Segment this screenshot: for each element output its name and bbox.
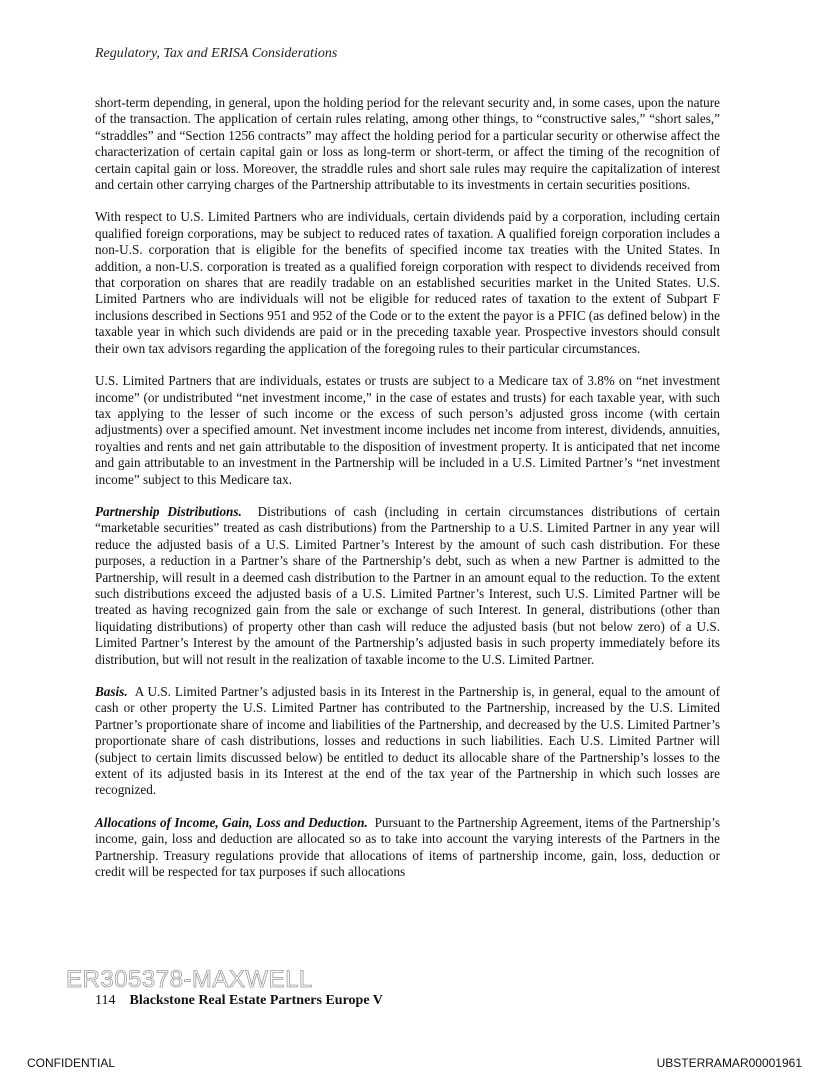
paragraph-basis bbox=[95, 684, 720, 799]
footer-document-title: Blackstone Real Estate Partners Europe V bbox=[129, 993, 383, 1008]
page-number: 114 bbox=[95, 993, 116, 1008]
section-heading-basis: Basis. bbox=[95, 684, 128, 699]
paragraph-text: A U.S. Limited Partner’s adjusted basis in its Interest in the Partnership is, in general, equal to the amount of cash or other property the U.S. Limited Partner has contributed to the Partnership, increased by the U.S. Limited Partner’s proportionate share of income and liabilities of the Partnership, and decreased by the U.S. Limited Partner’s proportionate share of cash distributions, losses and reductions in such liabilities. Each U.S. Limited Partner will (subject to certain limits discussed below) be entitled to deduct its allocable share of the Partnership’s losses to the extent of its adjusted basis in its Interest at the end of the tax year of the Partnership in which such losses are recognized. bbox=[95, 684, 720, 798]
paragraph-text: Distributions of cash (including in certain circumstances distributions of certain “marketable securities” treated as cash distributions) from the Partnership to a U.S. Limited Partner in any year will reduce the adjusted basis of a U.S. Limited Partner’s Interest by the amount of such cash distribution. For these purposes, a reduction in a Partner’s share of the Partnership’s debt, such as when a new Partner is admitted to the Partnership, will result in a deemed cash distribution to the Partner in an amount equal to the reduction. To the extent such distributions exceed the adjusted basis of a U.S. Limited Partner’s Interest, such U.S. Limited Partner will be treated as having recognized gain from the sale or exchange of such Interest. In general, distributions (other than liquidating distributions) of property other than cash will reduce the adjusted basis (but not below zero) of a U.S. Limited Partner’s Interest by the amount of the Partnership’s adjusted basis in such property immediately before its distribution, but will not result in the realization of taxable income to the U.S. Limited Partner. bbox=[95, 503, 721, 667]
section-heading-distributions: Partnership Distributions. bbox=[95, 503, 242, 519]
document-body bbox=[95, 95, 720, 880]
page-footer bbox=[95, 993, 383, 1009]
exhibit-watermark: ER305378-MAXWELL bbox=[66, 966, 313, 993]
running-header: Regulatory, Tax and ERISA Considerations bbox=[95, 46, 338, 61]
paragraph-allocations bbox=[95, 815, 720, 881]
bates-number: UBSTERRAMAR00001961 bbox=[656, 1056, 802, 1070]
paragraph-qualified-dividends: With respect to U.S. Limited Partners who are individuals, certain dividends paid by a corporation, including certain qualified foreign corporations, may be subject to reduced rates of taxation. A qualified foreign corporation includes a non-U.S. corporation that is eligible for the benefits of specified income tax treaties with the United States. In addition, a non-U.S. corporation is treated as a qualified foreign corporation with respect to dividends received from that corporation on shares that are readily tradable on an established securities market in the United States. U.S. Limited Partners who are individuals will not be eligible for reduced rates of taxation to the extent of Subpart F inclusions described in Sections 951 and 952 of the Code or to the extent the payor is a PFIC (as defined below) in the taxable year in which such dividends are paid or in the preceding taxable year. Prospective investors should consult their own tax advisors regarding the application of the foregoing rules to their particular circumstances. bbox=[95, 209, 720, 356]
paragraph-holding-period: short-term depending, in general, upon the holding period for the relevant security and, in some cases, upon the nature of the transaction. The application of certain rules relating, among other things, to “constructive sales,” “short sales,” “straddles” and “Section 1256 contracts” may affect the holding period for a particular security or otherwise affect the characterization of certain capital gain or loss as long-term or short-term, or affect the timing of the recognition of certain capital gain or loss. Moreover, the straddle rules and short sale rules may require the capitalization of interest and certain other carrying charges of the Partnership attributable to its investments in certain securities positions. bbox=[95, 95, 720, 193]
confidential-label: CONFIDENTIAL bbox=[27, 1056, 116, 1070]
paragraph-partnership-distributions bbox=[95, 504, 720, 668]
paragraph-medicare-tax: U.S. Limited Partners that are individuals, estates or trusts are subject to a Medicare tax of 3.8% on “net investment income” (or undistributed “net investment income,” in the case of estates and trusts) for each taxable year, with such tax applying to the lesser of such income or the excess of such person’s adjusted gross income (with certain adjustments) over a specified amount. Net investment income includes net income from interest, dividends, annuities, royalties and rents and net gain attributable to the disposition of investment property. It is anticipated that net income and gain attributable to an investment in the Partnership will be included in a U.S. Limited Partner’s “net investment income” subject to this Medicare tax. bbox=[95, 373, 720, 487]
section-heading-allocations: Allocations of Income, Gain, Loss and Deduction. bbox=[95, 814, 368, 830]
paragraph-text: Pursuant to the Partnership Agreement, items of the Partnership’s income, gain, loss and deduction are allocated so as to take into account the varying interests of the Partners in the Partnership. Treasury regulations provide that allocations of items of partnership income, gain, loss, deduction or credit will be respected for tax purposes if such allocations bbox=[95, 814, 720, 880]
